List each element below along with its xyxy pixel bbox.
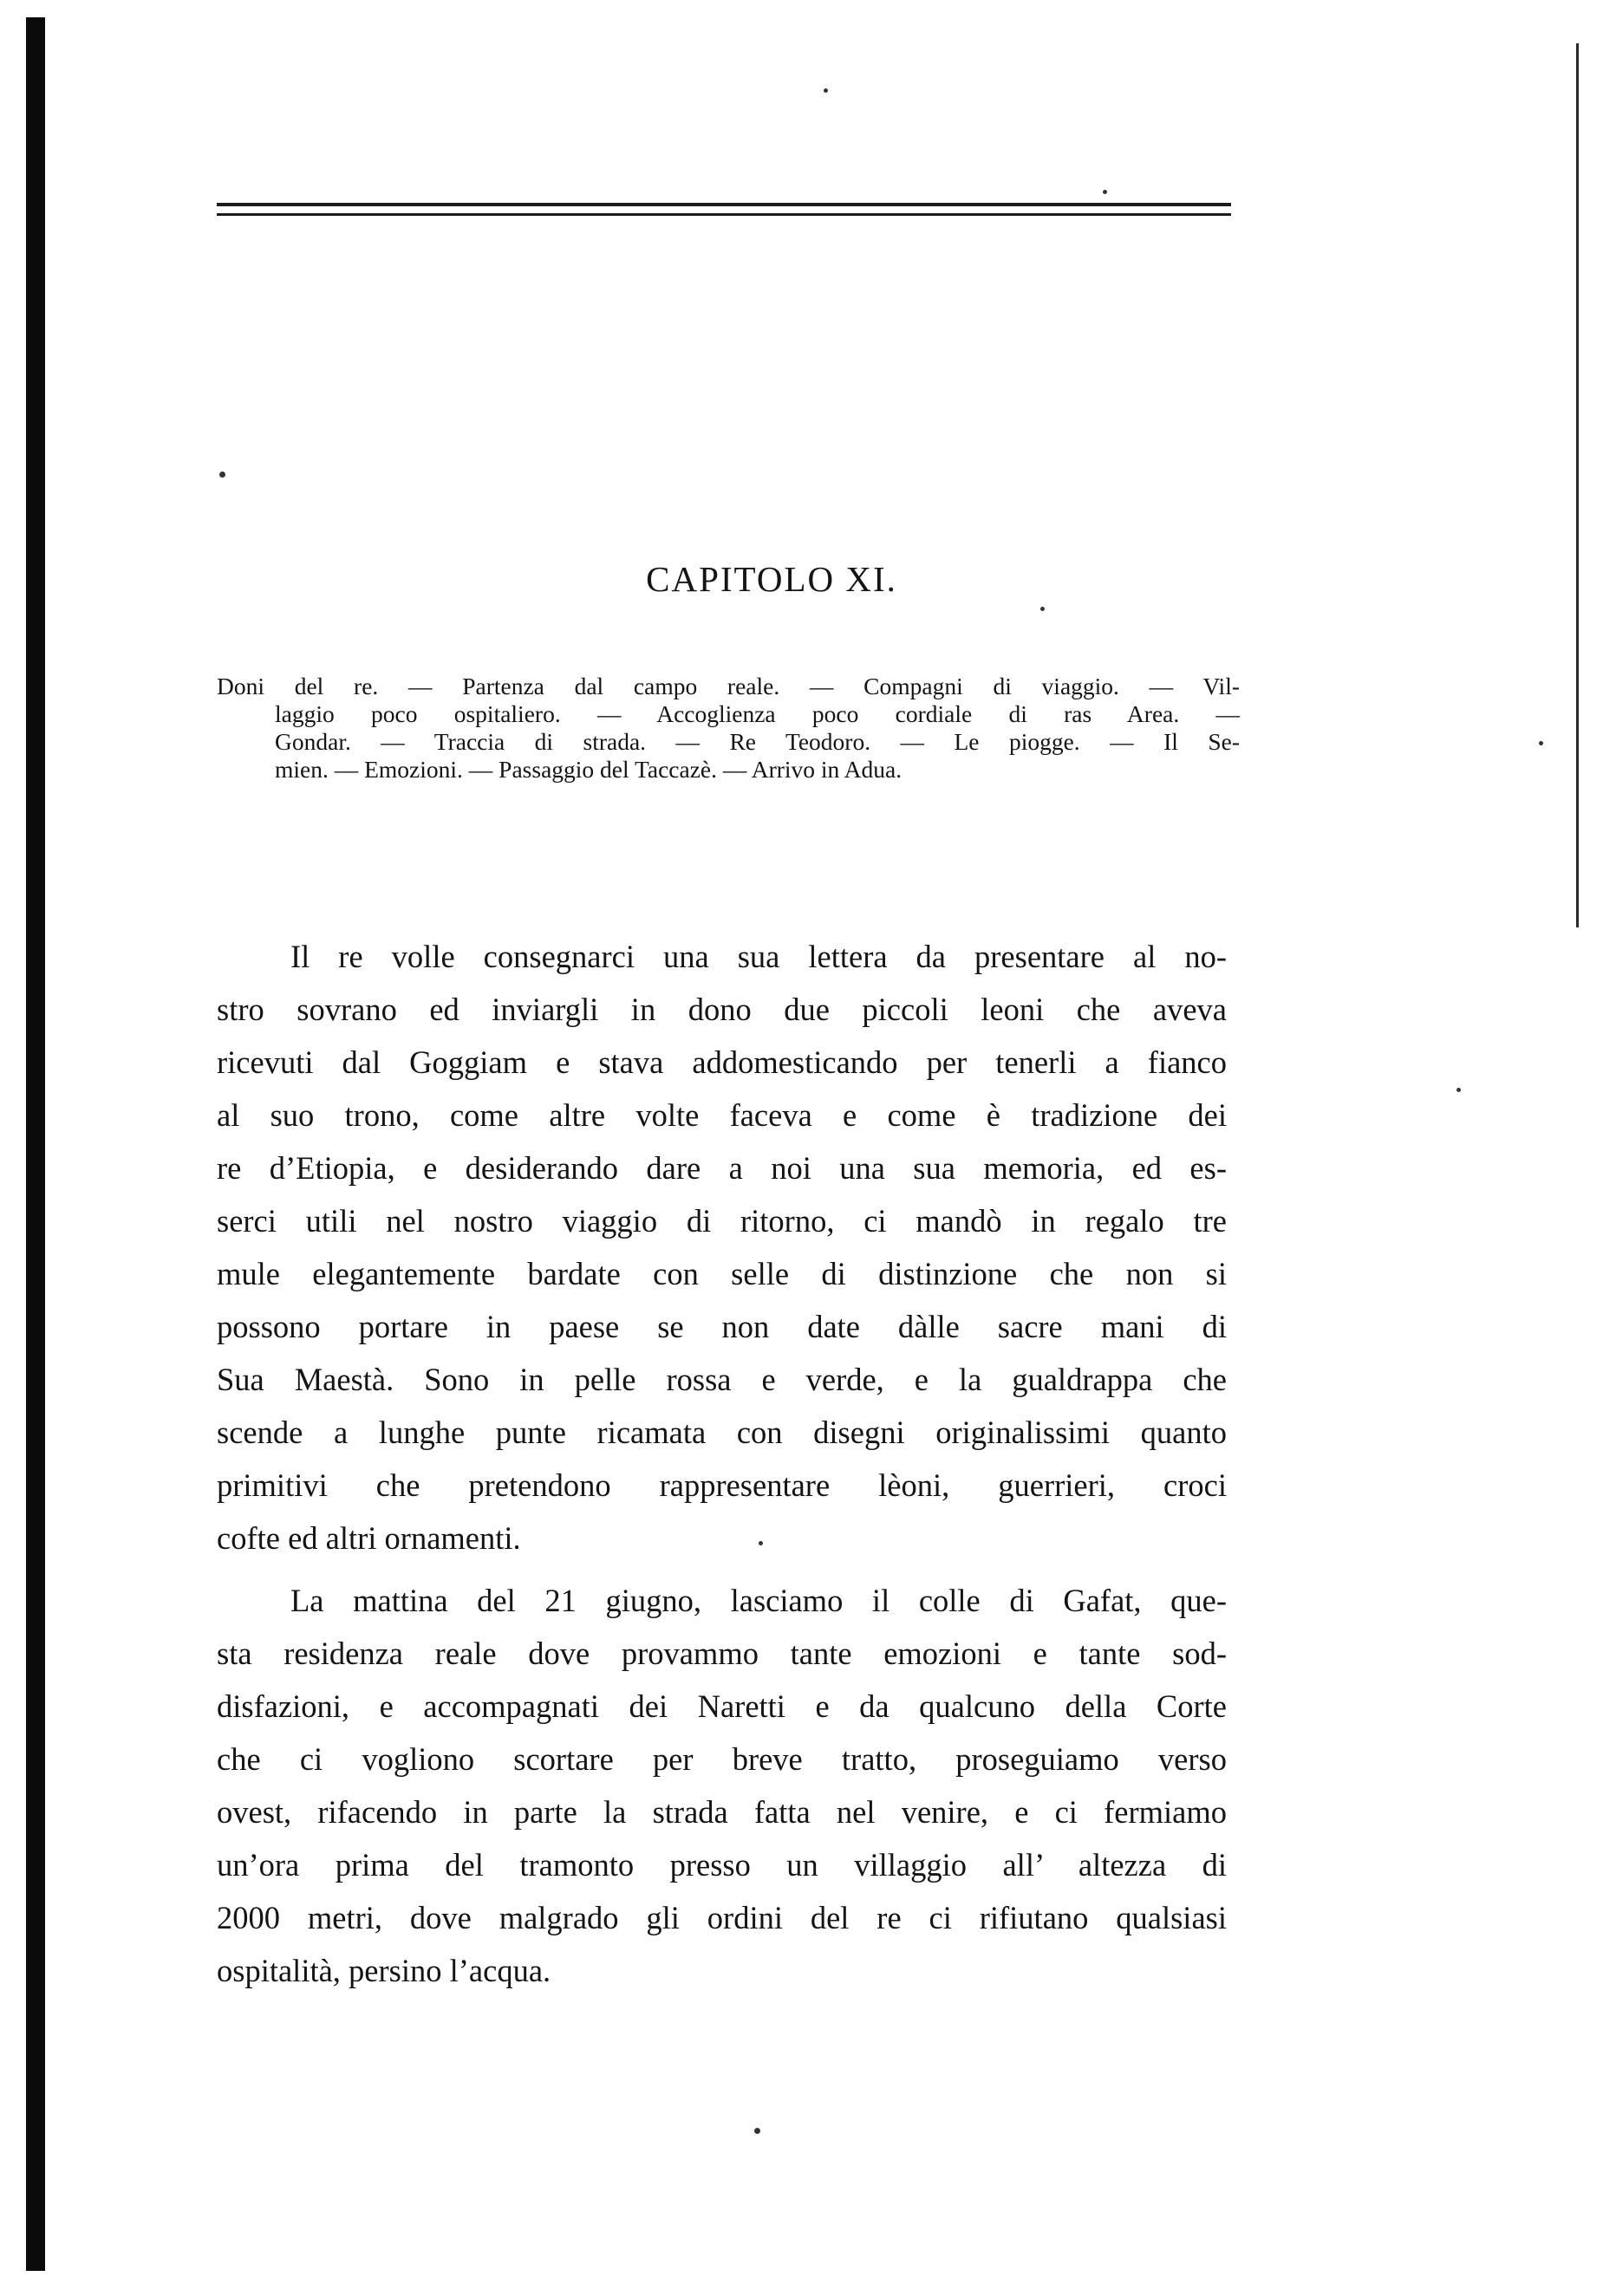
text-line: Il re volle consegnarci una sua lettera da presentare al no-	[290, 939, 1227, 974]
page-right-edge	[1576, 43, 1579, 927]
text-line: scende a lunghe punte ricamata con disegni originalissimi quanto	[217, 1415, 1227, 1450]
scan-speck	[1456, 1088, 1461, 1092]
paragraph-2	[217, 1574, 1227, 1997]
header-rule-bottom	[217, 213, 1231, 216]
scan-speck	[1040, 607, 1045, 611]
text-line: La mattina del 21 giugno, lasciamo il colle di Gafat, que-	[290, 1583, 1227, 1618]
text-line: stro sovrano ed inviargli in dono due piccoli leoni che aveva	[217, 992, 1227, 1027]
summary-line: Gondar. — Traccia di strada. — Re Teodoro. — Le piogge. — Il Se-	[275, 728, 1240, 755]
scan-speck	[1103, 190, 1107, 194]
text-line: primitivi che pretendono rappresentare lèoni, guerrieri, croci	[217, 1467, 1227, 1503]
header-rule-top	[217, 203, 1231, 206]
chapter-summary	[217, 673, 1240, 784]
page-binding-edge	[26, 17, 45, 2271]
summary-line: mien. — Emozioni. — Passaggio del Taccazè. — Arrivo in Adua.	[275, 756, 903, 783]
text-line: mule elegantemente bardate con selle di distinzione che non si	[217, 1256, 1227, 1291]
text-line: ospitalità, persino l’acqua.	[217, 1953, 551, 1988]
scan-speck	[759, 1541, 763, 1545]
text-line: disfazioni, e accompagnati dei Naretti e da qualcuno della Corte	[217, 1688, 1227, 1724]
scan-speck	[754, 2128, 760, 2134]
scan-speck	[219, 472, 225, 478]
scan-speck	[824, 88, 828, 93]
text-line: 2000 metri, dove malgrado gli ordini del re ci rifiutano qualsiasi	[217, 1900, 1227, 1935]
text-line: serci utili nel nostro viaggio di ritorno, ci mandò in regalo tre	[217, 1203, 1227, 1239]
text-line: possono portare in paese se non date dàlle sacre mani di	[217, 1309, 1227, 1344]
summary-line: laggio poco ospitaliero. — Accoglienza poco cordiale di ras Area. —	[275, 700, 1240, 727]
text-line: cofte ed altri ornamenti.	[217, 1520, 521, 1556]
text-line: re d’Etiopia, e desiderando dare a noi una sua memoria, ed es-	[217, 1150, 1227, 1186]
text-line: che ci vogliono scortare per breve tratto, proseguiamo verso	[217, 1741, 1227, 1777]
text-line: ovest, rifacendo in parte la strada fatta nel venire, e ci fermiamo	[217, 1794, 1227, 1830]
chapter-title: CAPITOLO XI.	[646, 559, 897, 599]
text-line: ricevuti dal Goggiam e stava addomesticando per tenerli a fianco	[217, 1044, 1227, 1080]
text-line: Sua Maestà. Sono in pelle rossa e verde, e la gualdrappa che	[217, 1362, 1227, 1397]
scan-speck	[1539, 741, 1543, 745]
text-line: al suo trono, come altre volte faceva e come è tradizione dei	[217, 1097, 1227, 1133]
text-line: un’ora prima del tramonto presso un villaggio all’ altezza di	[217, 1847, 1227, 1883]
text-line: sta residenza reale dove provammo tante emozioni e tante sod-	[217, 1636, 1227, 1671]
summary-line: Doni del re. — Partenza dal campo reale. — Compagni di viaggio. — Vil-	[217, 673, 1240, 699]
paragraph-1	[217, 930, 1227, 1564]
